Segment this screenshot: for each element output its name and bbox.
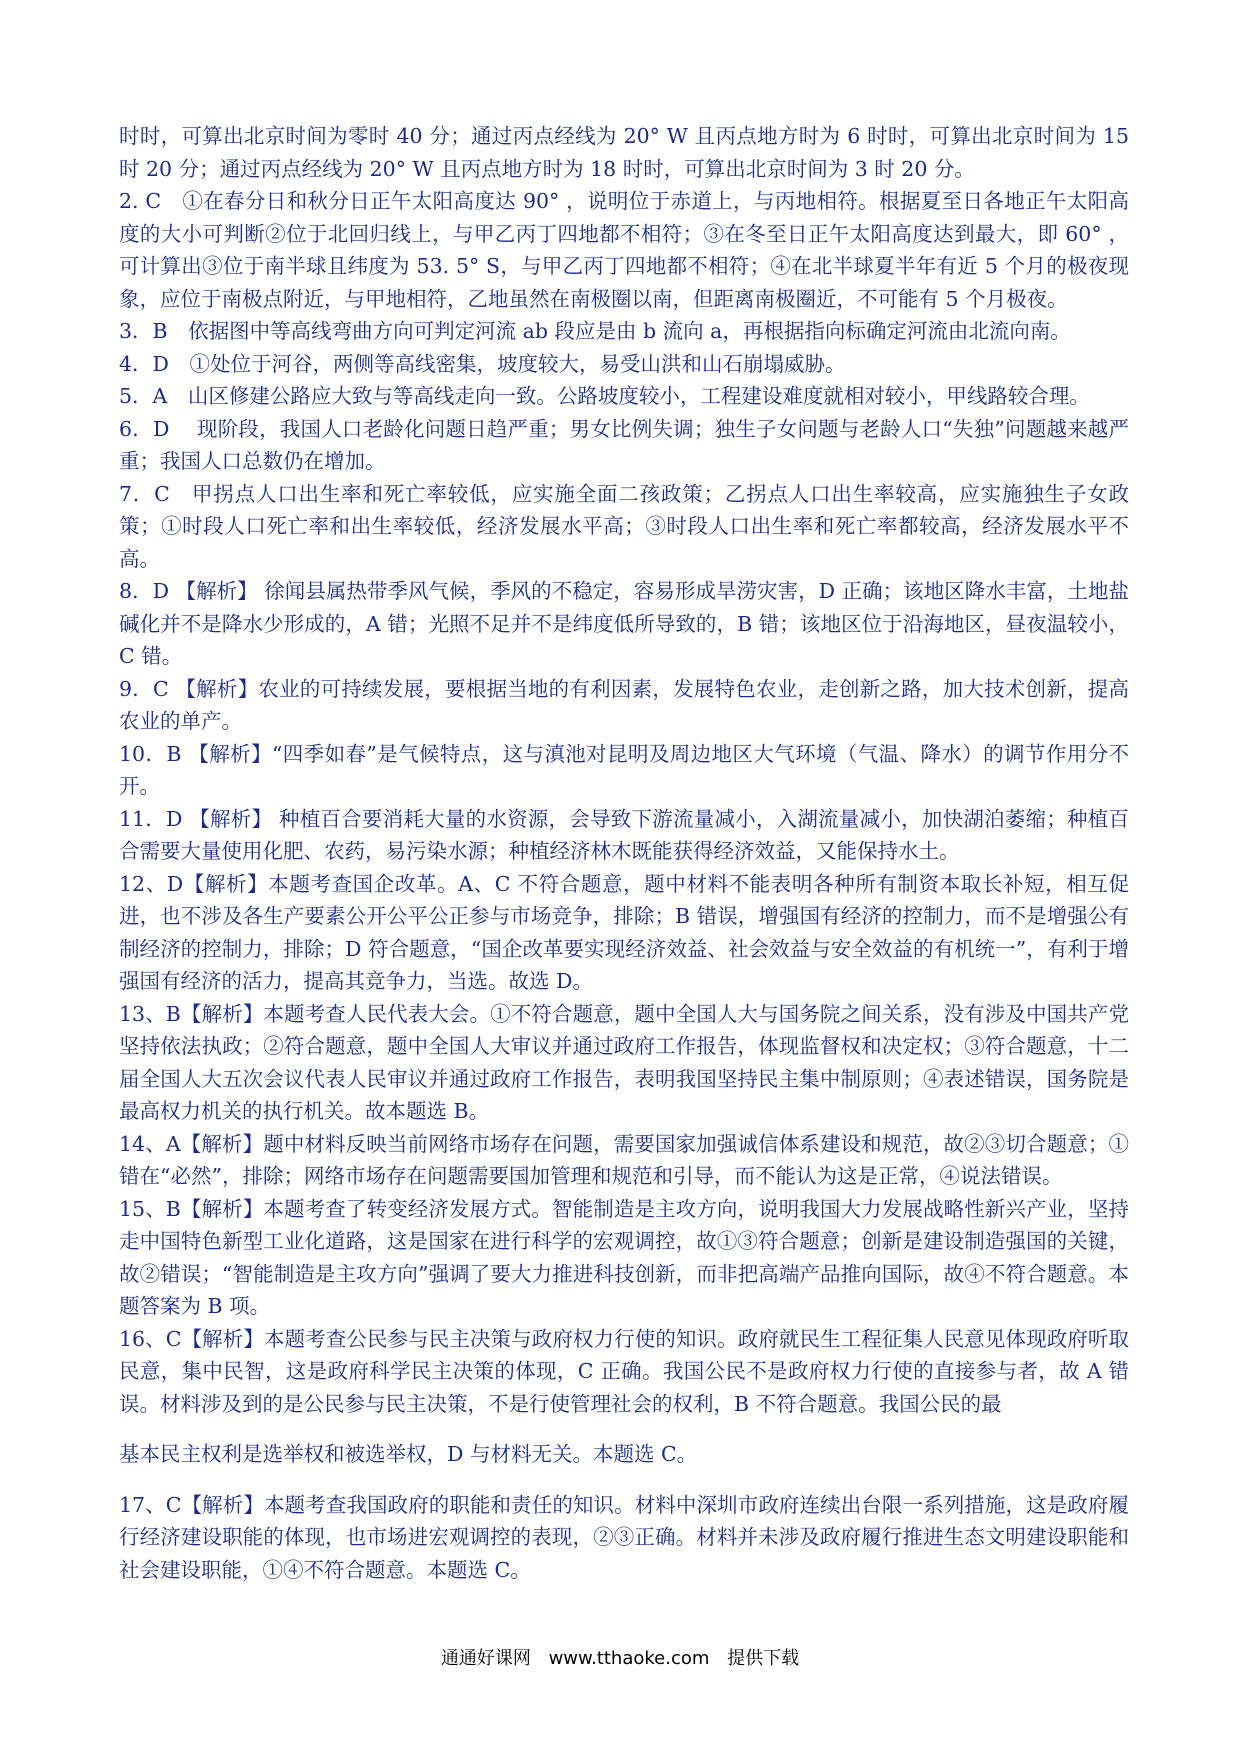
answer-14: 14、A【解析】题中材料反映当前网络市场存在问题，需要国家加强诚信体系建设和规范，故②③切合题意；①错在“必然”，排除；网络市场存在问题需要国加管理和规范和引导，而不能认为这是正常，④说法错误。 <box>119 1131 1129 1188</box>
answer-9: 9．C 【解析】农业的可持续发展，要根据当地的有利因素，发展特色农业，走创新之路，加大技术创新，提高农业的单产。 <box>119 676 1129 733</box>
footer-url: www.tthaoke.com <box>548 1648 710 1669</box>
answer-explanations <box>119 120 1129 1586</box>
answer-7: 7．C 甲拐点人口出生率和死亡率较低，应实施全面二孩政策；乙拐点人口出生率较高，应实施独生子女政策；①时段人口死亡率和出生率较低，经济发展水平高；③时段人口出生率和死亡率都较高，经济发展水平不高。 <box>119 481 1129 571</box>
answer-2: 2. C ①在春分日和秋分日正午太阳高度达 90° ，说明位于赤道上，与丙地相符。根据夏至日各地正午太阳高度的大小可判断②位于北回归线上，与甲乙丙丁四地都不相符；③在冬至日正午太阳高度达到最大，即 60° ，可计算出③位于南半球且纬度为 53. 5° S，与甲乙丙丁四地都不相符；④在北半球夏半年有近 5 个月的极夜现象，应位于南极点附近，与甲地相符，乙地虽然在南极圈以南，但距离南极圈近，不可能有 5 个月极夜。 <box>119 189 1129 311</box>
answer-11: 11．D 【解析】 种植百合要消耗大量的水资源，会导致下游流量减小，入湖流量减小，加快湖泊萎缩；种植百合需要大量使用化肥、农药，易污染水源；种植经济林木既能获得经济效益，又能保持水土。 <box>119 806 1129 863</box>
paragraph-continuation: 时时，可算出北京时间为零时 40 分；通过丙点经线为 20° W 且丙点地方时为 6 时时，可算出北京时间为 15 时 20 分；通过丙点经线为 20° W 且丙点地方时为 18 时时，可算出北京时间为 3 时 20 分。 <box>119 124 1129 181</box>
answer-6: 6．D 现阶段，我国人口老龄化问题日趋严重；男女比例失调；独生子女问题与老龄人口“失独”问题越来越严重；我国人口总数仍在增加。 <box>119 416 1129 473</box>
answer-16-continuation: 基本民主权利是选举权和被选举权，D 与材料无关。本题选 C。 <box>119 1442 698 1466</box>
footer-suffix: 提供下载 <box>727 1648 800 1669</box>
answer-10: 10．B 【解析】“四季如春”是气候特点，这与滇池对昆明及周边地区大气环境（气温、降水）的调节作用分不开。 <box>119 741 1129 798</box>
answer-3: 3．B 依据图中等高线弯曲方向可判定河流 ab 段应是由 b 流向 a，再根据指向标确定河流由北流向南。 <box>119 319 1071 343</box>
answer-8: 8．D 【解析】 徐闻县属热带季风气候，季风的不稳定，容易形成旱涝灾害，D 正确；该地区降水丰富，土地盐碱化并不是降水少形成的，A 错；光照不足并不是纬度低所导致的，B 错；该地区位于沿海地区，昼夜温较小，C 错。 <box>119 579 1129 668</box>
answer-15: 15、B【解析】本题考查了转变经济发展方式。智能制造是主攻方向，说明我国大力发展战略性新兴产业，坚持走中国特色新型工业化道路，这是国家在进行科学的宏观调控，故①③符合题意；创新是建设制造强国的关键，故②错误；“智能制造是主攻方向”强调了要大力推进科技创新，而非把高端产品推向国际，故④不符合题意。本题答案为 B 项。 <box>119 1196 1129 1318</box>
answer-17: 17、C【解析】本题考查我国政府的职能和责任的知识。材料中深圳市政府连续出台限一系列措施，这是政府履行经济建设职能的体现，也市场进宏观调控的表现，②③正确。材料并未涉及政府履行推进生态文明建设职能和社会建设职能，①④不符合题意。本题选 C。 <box>119 1492 1129 1582</box>
answer-12: 12、D【解析】本题考查国企改革。A、C 不符合题意，题中材料不能表明各种所有制资本取长补短，相互促进，也不涉及各生产要素公开公平公正参与市场竞争，排除；B 错误，增强国有经济的控制力，而不是增强公有制经济的控制力，排除；D 符合题意，“国企改革要实现经济效益、社会效益与安全效益的有机统一”，有利于增强国有经济的活力，提高其竞争力，当选。故选 D。 <box>119 871 1129 993</box>
footer-site-name: 通通好课网 <box>440 1648 531 1669</box>
answer-5: 5．A 山区修建公路应大致与等高线走向一致。公路坡度较小，工程建设难度就相对较小，甲线路较合理。 <box>119 384 1090 408</box>
answer-13: 13、B【解析】本题考查人民代表大会。①不符合题意，题中全国人大与国务院之间关系，没有涉及中国共产党坚持依法执政；②符合题意，题中全国人大审议并通过政府工作报告，体现监督权和决定权；③符合题意，十二届全国人大五次会议代表人民审议并通过政府工作报告，表明我国坚持民主集中制原则；④表述错误，国务院是最高权力机关的执行机关。故本题选 B。 <box>119 1001 1129 1123</box>
answer-4: 4．D ①处位于河谷，两侧等高线密集，坡度较大，易受山洪和山石崩塌威胁。 <box>119 351 846 376</box>
answer-16: 16、C【解析】本题考查公民参与民主决策与政府权力行使的知识。政府就民生工程征集人民意见体现政府听取民意，集中民智，这是政府科学民主决策的体现，C 正确。我国公民不是政府权力行使的直接参与者，故 A 错误。材料涉及到的是公民参与民主决策，不是行使管理社会的权利，B 不符合题意。我国公民的最 <box>119 1326 1129 1416</box>
page-footer <box>0 1647 1240 1671</box>
